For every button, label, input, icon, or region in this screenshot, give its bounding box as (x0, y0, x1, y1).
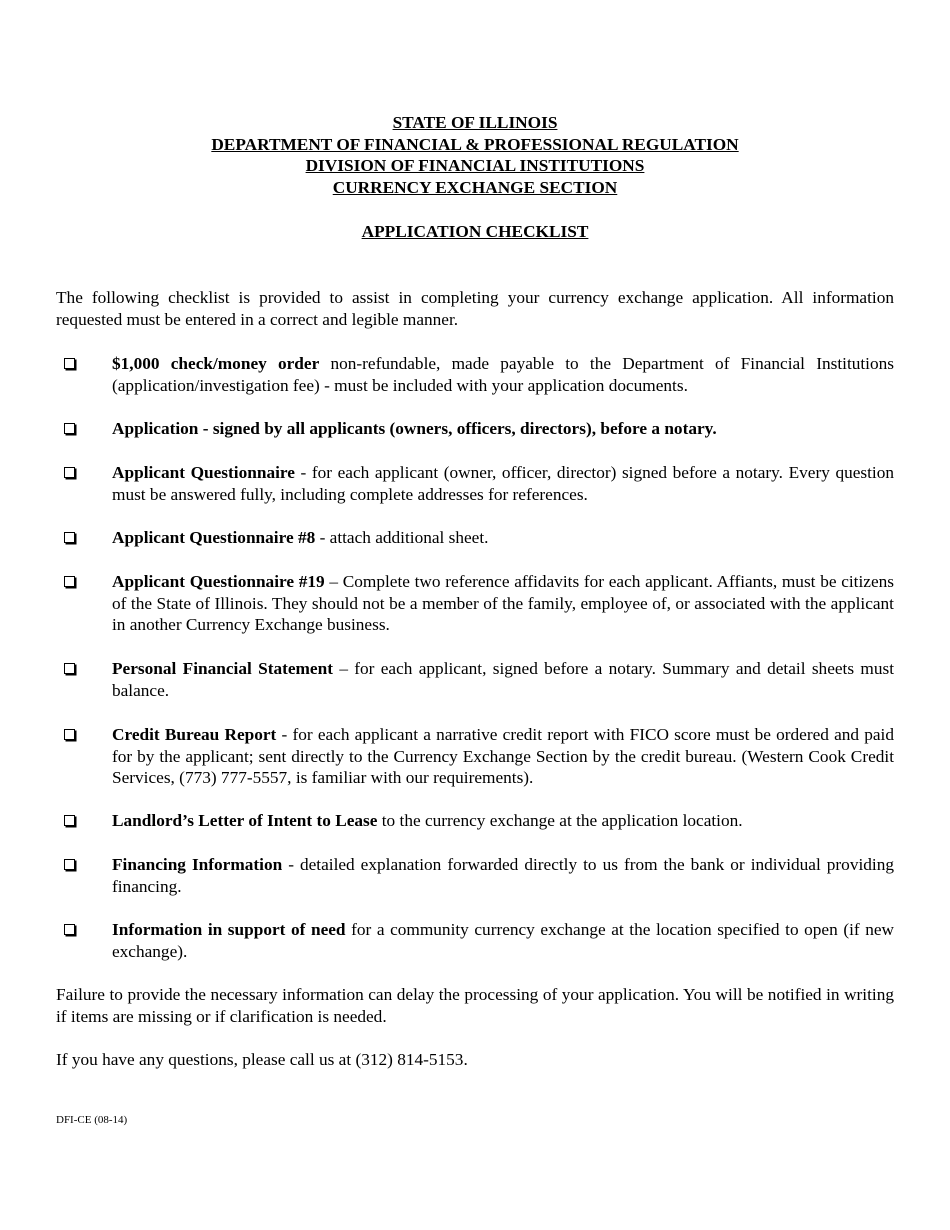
header-state: STATE OF ILLINOIS (392, 113, 558, 132)
checklist-item-text (112, 658, 894, 701)
contact-line: If you have any questions, please call us at (312) 814-5153. (56, 1050, 468, 1069)
checklist-item-text (112, 724, 894, 789)
checklist-item-text (112, 418, 894, 440)
item-bold-label: Applicant Questionnaire #8 (112, 528, 316, 547)
item-description: – for each applicant, signed before a notary. Summary and detail sheets must balance. (112, 659, 895, 700)
item-bold-label: Personal Financial Statement (112, 659, 333, 678)
item-bold-label: $1,000 check/money order (112, 354, 320, 373)
closing-paragraph: Failure to provide the necessary information can delay the processing of your application. You will be notified in writing if items are missing or if clarification is needed. (56, 985, 894, 1026)
item-bold-label: Applicant Questionnaire #19 (112, 572, 325, 591)
header-department: DEPARTMENT OF FINANCIAL & PROFESSIONAL REGULATION (211, 134, 739, 154)
item-bold-label: Credit Bureau Report (112, 725, 277, 744)
checkbox-icon[interactable] (64, 576, 75, 587)
item-description: - attach additional sheet. (315, 528, 489, 547)
checkbox-icon[interactable] (64, 924, 75, 935)
header-division: DIVISION OF FINANCIAL INSTITUTIONS (305, 156, 645, 176)
checkbox-icon[interactable] (64, 358, 75, 369)
item-description: non-refundable, made payable to the Department of Financial Institutions (application/investigation fee) - must be included with your application documents. (112, 354, 894, 395)
item-description: - detailed explanation forwarded directly to us from the bank or individual providing financing. (112, 855, 894, 896)
item-description: - for each applicant a narrative credit report with FICO score must be ordered and paid for by the applicant; sent directly to the Currency Exchange Section by the credit bureau. (Western Cook Credit Services, (773) 777-5557, is familiar with our requirements). (112, 725, 895, 788)
checkbox-icon[interactable] (64, 423, 75, 434)
page-title: APPLICATION CHECKLIST (361, 222, 589, 241)
checkbox-icon[interactable] (64, 663, 75, 674)
item-bold-label: Application - signed by all applicants (owners, officers, directors), before a notary. (112, 419, 717, 438)
intro-paragraph: The following checklist is provided to assist in completing your currency exchange application. All information requested must be entered in a correct and legible manner. (56, 288, 894, 329)
agency-header (56, 112, 894, 198)
checkbox-icon[interactable] (64, 729, 75, 740)
checkbox-icon[interactable] (64, 815, 75, 826)
checklist-item-text (112, 810, 894, 832)
checkbox-icon[interactable] (64, 859, 75, 870)
item-bold-label: Information in support of need (112, 920, 346, 939)
checklist-item-text (112, 919, 894, 962)
checklist-item-text (112, 462, 894, 505)
checklist-item-text (112, 854, 894, 897)
header-section: CURRENCY EXCHANGE SECTION (332, 177, 618, 197)
checklist-item-text (112, 571, 894, 636)
item-bold-label: Landlord’s Letter of Intent to Lease (112, 811, 378, 830)
checklist-item-text (112, 353, 894, 396)
item-description: to the currency exchange at the application location. (377, 811, 743, 830)
item-description: – Complete two reference affidavits for each applicant. Affiants, must be citizens of the State of Illinois. They should not be a member of the family, employee of, or associated with the applicant in another Currency Exchange business. (112, 572, 894, 635)
checkbox-icon[interactable] (64, 532, 75, 543)
checklist-item-text (112, 527, 894, 549)
item-description: - for each applicant (owner, officer, director) signed before a notary. Every question must be answered fully, including complete addresses for references. (112, 463, 894, 504)
item-description: for a community currency exchange at the location specified to open (if new exchange). (112, 920, 894, 961)
form-identifier: DFI-CE (08-14) (56, 1114, 128, 1126)
checkbox-icon[interactable] (64, 467, 75, 478)
item-bold-label: Applicant Questionnaire (112, 463, 295, 482)
item-bold-label: Financing Information (112, 855, 283, 874)
